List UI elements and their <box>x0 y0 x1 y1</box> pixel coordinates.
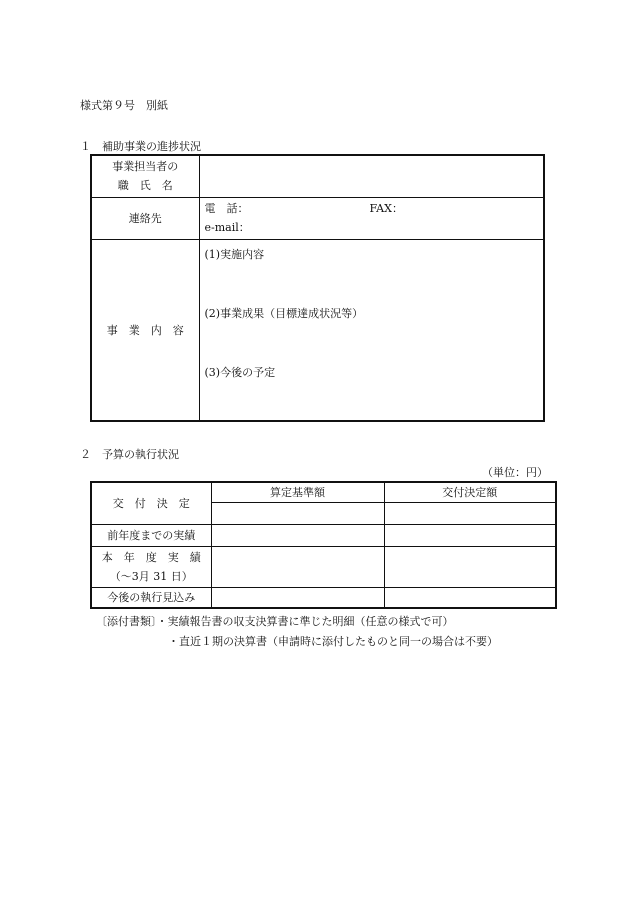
progress-table <box>90 154 545 422</box>
col-decision-header: 交付決定額 <box>384 482 556 502</box>
person-label-cell <box>91 155 199 197</box>
person-value-cell[interactable] <box>199 155 544 197</box>
current-standard-cell[interactable] <box>211 546 384 587</box>
section2-heading: ２ 予算の執行状況 <box>80 448 179 461</box>
person-label-line1: 事業担当者の <box>112 160 179 174</box>
current-amount-cell[interactable] <box>384 546 556 587</box>
row-current-line1: 本 年 度 実 績 <box>101 550 201 564</box>
attachments-line2: ・直近１期の決算書（申請時に添付したものと同一の場合は不要） <box>168 635 498 648</box>
content-item-3: (3)今後の予定 <box>204 365 276 379</box>
section1-heading: １ 補助事業の進捗状況 <box>80 140 201 153</box>
row-future-label: 今後の執行見込み <box>91 587 211 608</box>
fax-label: FAX： <box>369 202 403 215</box>
row-current-label <box>91 546 211 587</box>
decision-amount-cell[interactable] <box>384 502 556 524</box>
future-standard-cell[interactable] <box>211 587 384 608</box>
col-standard-header: 算定基準額 <box>211 482 384 502</box>
contact-value-cell[interactable] <box>199 197 544 239</box>
content-item-1: (1)実施内容 <box>204 247 265 261</box>
row-prev-label: 前年度までの実績 <box>91 524 211 546</box>
row-current-line2: （～3月 31 日） <box>109 569 193 583</box>
content-item-2: (2)事業成果（目標達成状況等） <box>204 306 364 320</box>
attachments-line1: 〔添付書類〕・実績報告書の収支決算書に準じた明細（任意の様式で可） <box>96 615 454 628</box>
future-amount-cell[interactable] <box>384 587 556 608</box>
decision-standard-cell[interactable] <box>211 502 384 524</box>
contact-label: 連絡先 <box>91 197 199 239</box>
unit-label: （単位：円） <box>482 466 548 479</box>
email-label: e-mail： <box>204 221 250 234</box>
content-label: 事 業 内 容 <box>91 239 199 421</box>
row-decision-label: 交 付 決 定 <box>91 482 211 524</box>
person-label-line2: 職 氏 名 <box>117 179 173 193</box>
prev-standard-cell[interactable] <box>211 524 384 546</box>
prev-amount-cell[interactable] <box>384 524 556 546</box>
phone-label: 電 話： <box>204 202 249 215</box>
form-id: 様式第９号 別紙 <box>80 99 168 112</box>
content-value-cell[interactable] <box>199 239 544 421</box>
budget-table <box>90 481 557 609</box>
